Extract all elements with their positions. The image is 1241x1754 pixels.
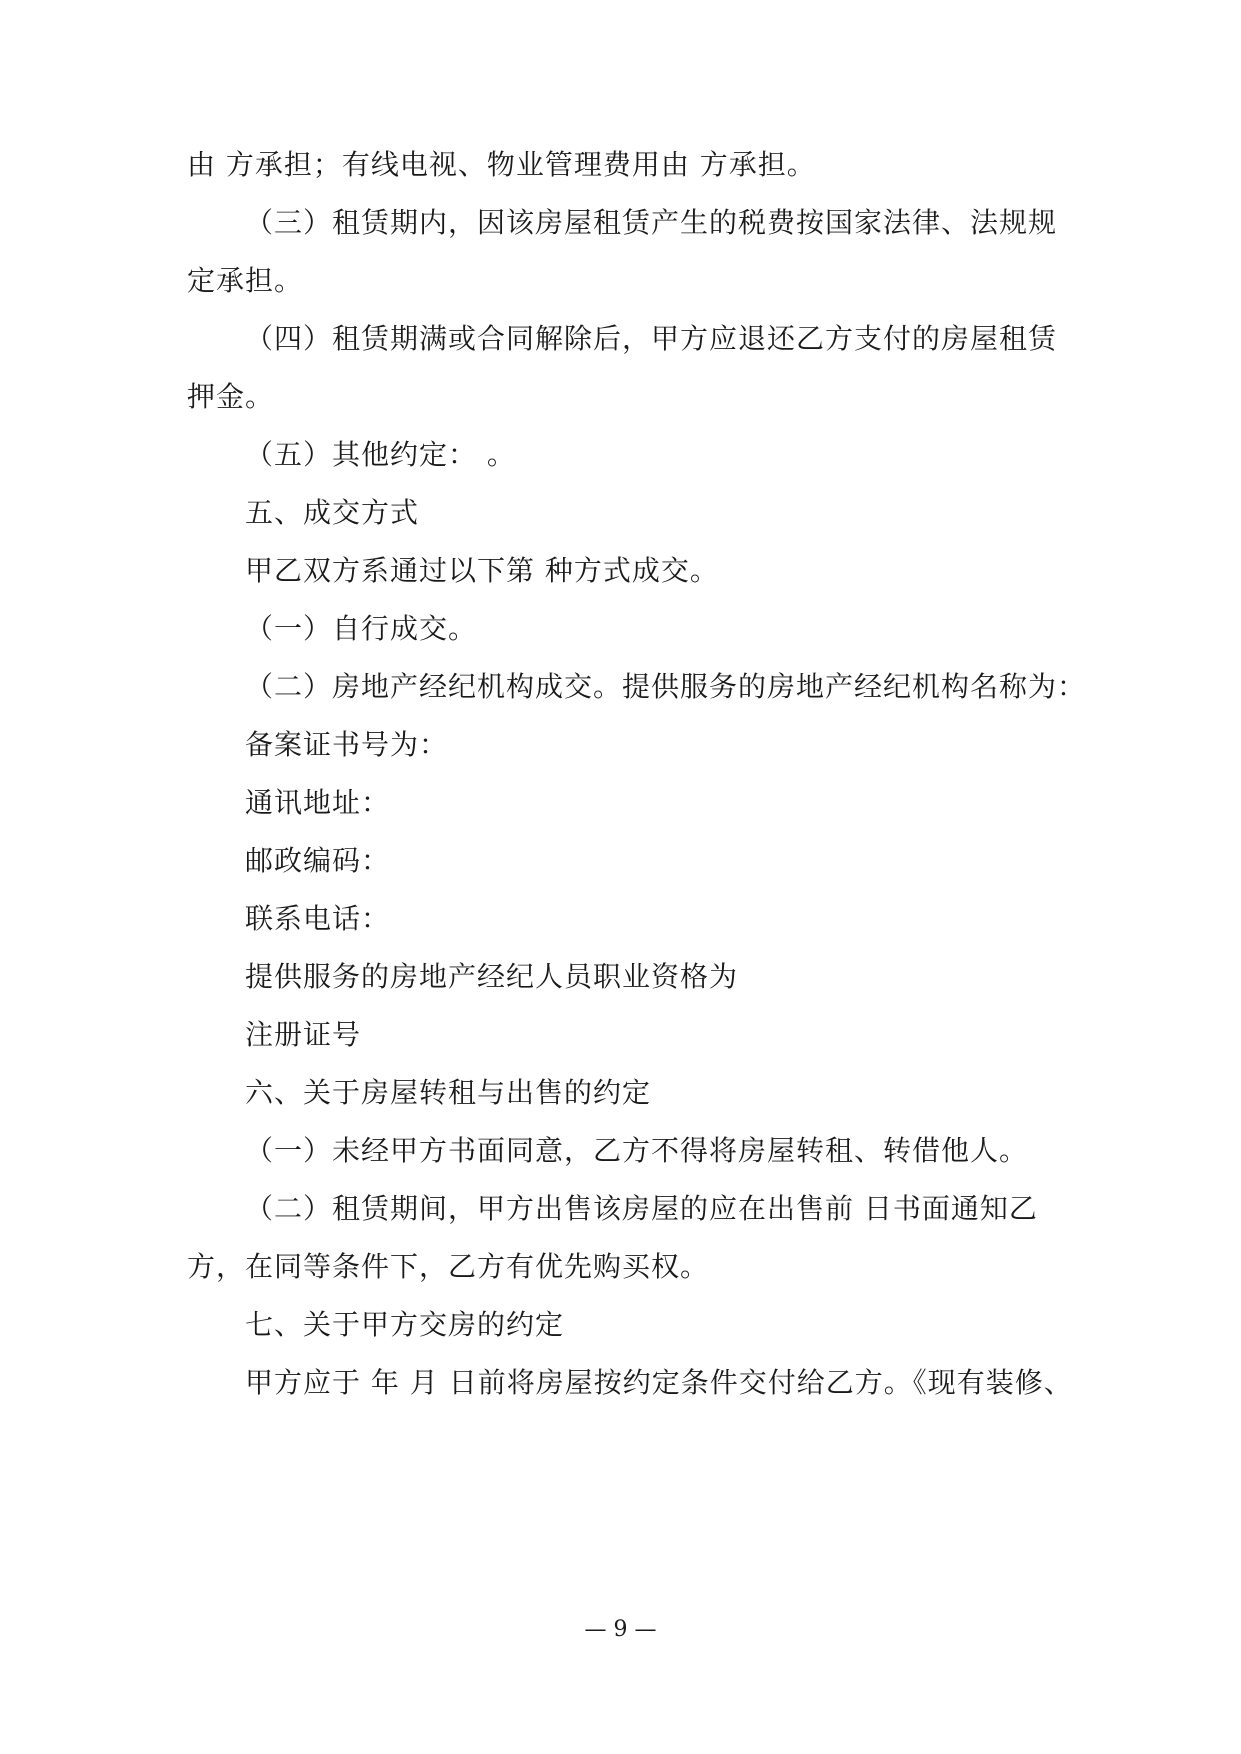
- text-line: （二）租赁期间，甲方出售该房屋的应在出售前 日书面通知乙: [245, 1192, 1038, 1225]
- text-line: 备案证书号为：: [245, 728, 449, 761]
- text-line: 甲方应于 年 月 日前将房屋按约定条件交付给乙方。《现有装修、: [245, 1366, 1073, 1399]
- text-line: 方，在同等条件下，乙方有优先购买权。: [187, 1250, 710, 1283]
- text-line: （五）其他约定： 。: [245, 438, 516, 471]
- text-line: （四）租赁期满或合同解除后，甲方应退还乙方支付的房屋租赁: [245, 322, 1058, 355]
- section-heading: 六、关于房屋转租与出售的约定: [245, 1076, 652, 1109]
- section-heading: 七、关于甲方交房的约定: [245, 1308, 565, 1341]
- text-line: （一）未经甲方书面同意，乙方不得将房屋转租、转借他人。: [245, 1134, 1029, 1167]
- text-line: 提供服务的房地产经纪人员职业资格为: [245, 960, 739, 993]
- text-line: （一）自行成交。: [245, 612, 478, 645]
- text-line: 邮政编码：: [245, 844, 391, 877]
- section-heading: 五、成交方式: [245, 496, 420, 529]
- text-line: 甲乙双方系通过以下第 种方式成交。: [245, 554, 719, 587]
- page-number: — 9 —: [584, 1617, 657, 1642]
- text-line: 注册证号: [245, 1018, 362, 1051]
- text-line: 由 方承担；有线电视、物业管理费用由 方承担。: [187, 148, 816, 181]
- text-line: （二）房地产经纪机构成交。提供服务的房地产经纪机构名称为：: [245, 670, 1087, 703]
- text-line: 押金。: [187, 380, 275, 413]
- text-line: 联系电话：: [245, 902, 391, 935]
- text-line: 定承担。: [187, 264, 304, 297]
- text-line: 通讯地址：: [245, 786, 391, 819]
- text-line: （三）租赁期内，因该房屋租赁产生的税费按国家法律、法规规: [245, 206, 1058, 239]
